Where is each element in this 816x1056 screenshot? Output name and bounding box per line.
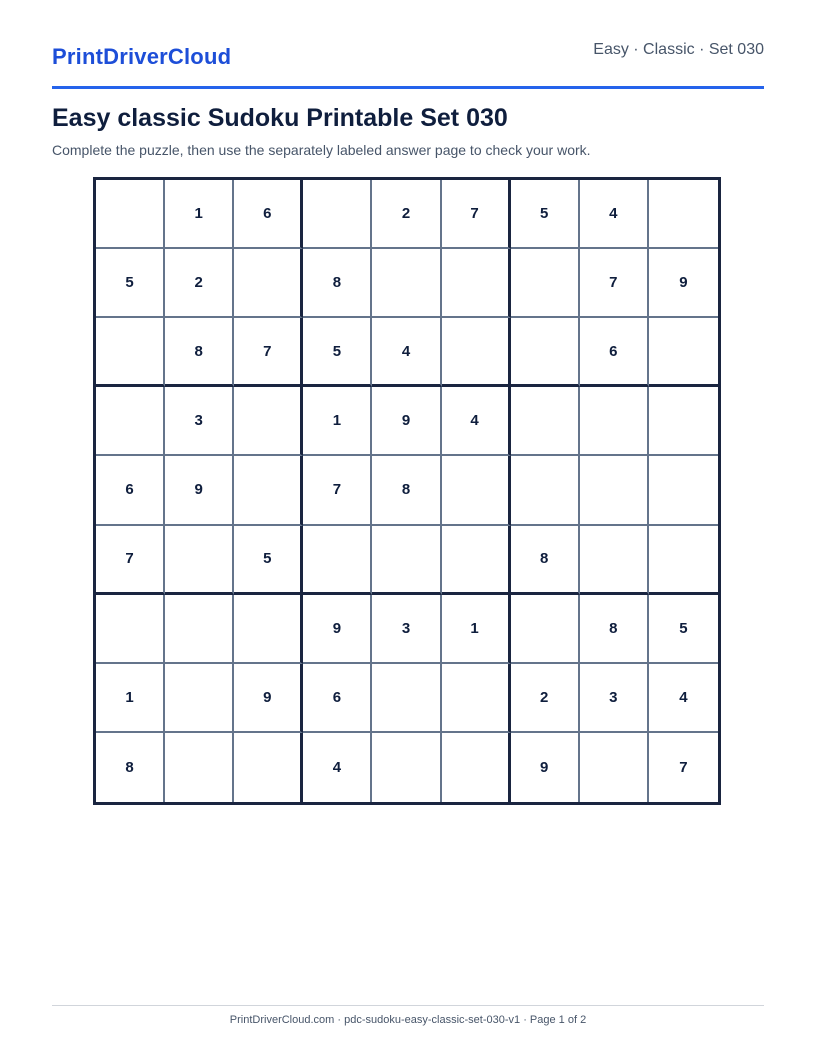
brand-logo: PrintDriverCloud	[52, 44, 232, 69]
sudoku-cell[interactable]	[165, 595, 234, 664]
sudoku-cell[interactable]: 7	[679, 758, 688, 776]
sudoku-cell[interactable]	[372, 526, 441, 595]
sudoku-cell[interactable]	[649, 318, 718, 387]
sudoku-cell[interactable]: 6	[96, 456, 165, 525]
footer-divider	[52, 1005, 764, 1006]
sudoku-cell[interactable]: 9	[649, 249, 718, 318]
sudoku-cell[interactable]: 7	[303, 456, 372, 525]
sudoku-cell[interactable]	[442, 318, 511, 387]
sudoku-grid	[93, 177, 721, 805]
sudoku-cell[interactable]: 3	[165, 387, 234, 456]
sudoku-cell[interactable]: 5	[96, 249, 165, 318]
sudoku-cell[interactable]	[511, 387, 580, 456]
sudoku-cell[interactable]	[649, 526, 718, 595]
sudoku-cell[interactable]: 7	[234, 318, 303, 387]
sudoku-cell[interactable]	[165, 664, 234, 733]
sudoku-cell[interactable]: 6	[580, 318, 649, 387]
sudoku-cell[interactable]	[303, 180, 372, 249]
sudoku-cell[interactable]: 9	[234, 664, 303, 733]
sudoku-cell[interactable]	[511, 249, 580, 318]
sudoku-cell[interactable]: 2	[165, 249, 234, 318]
sudoku-cell[interactable]: 4	[649, 664, 718, 733]
sudoku-cell[interactable]: 6	[303, 664, 372, 733]
sudoku-cell[interactable]: 5	[511, 180, 580, 249]
sudoku-cell[interactable]: 9	[511, 733, 580, 802]
sudoku-cell[interactable]: 7	[442, 180, 511, 249]
sudoku-cell[interactable]: 3	[580, 664, 649, 733]
sudoku-cell[interactable]: 8	[372, 456, 441, 525]
sudoku-cell[interactable]	[303, 526, 372, 595]
sudoku-cell[interactable]: 7	[580, 249, 649, 318]
sudoku-cell[interactable]: 8	[96, 733, 165, 802]
sudoku-cell[interactable]	[234, 387, 303, 456]
sudoku-cell[interactable]: 1	[165, 180, 234, 249]
sudoku-cell[interactable]	[234, 733, 303, 802]
sudoku-cell[interactable]: 1	[442, 595, 511, 664]
sudoku-cell[interactable]: 2	[372, 180, 441, 249]
sudoku-cell[interactable]	[511, 456, 580, 525]
sudoku-cell[interactable]	[165, 526, 234, 595]
sudoku-cell[interactable]	[234, 249, 303, 318]
sudoku-cell[interactable]: 9	[165, 456, 234, 525]
sudoku-cell[interactable]	[442, 526, 511, 595]
sudoku-cell[interactable]	[442, 456, 511, 525]
sudoku-cell[interactable]	[580, 526, 649, 595]
sudoku-cell[interactable]: 4	[303, 733, 372, 802]
sudoku-cell[interactable]	[442, 249, 511, 318]
page-subtitle: Complete the puzzle, then use the separately labeled answer page to check your work.	[52, 142, 591, 158]
sudoku-cell[interactable]	[511, 595, 580, 664]
sudoku-cell[interactable]	[580, 387, 649, 456]
sudoku-cell[interactable]	[442, 733, 511, 802]
sudoku-cell[interactable]: 5	[649, 595, 718, 664]
sudoku-cell[interactable]	[580, 456, 649, 525]
sudoku-cell[interactable]: 9	[372, 387, 441, 456]
sudoku-cell[interactable]: 7	[96, 526, 165, 595]
sudoku-cell[interactable]: 2	[511, 664, 580, 733]
sudoku-cell[interactable]	[96, 318, 165, 387]
sudoku-cell[interactable]: 6	[234, 180, 303, 249]
sudoku-cell[interactable]: 8	[511, 526, 580, 595]
page-footer: PrintDriverCloud.com · pdc-sudoku-easy-classic-set-030-v1 · Page 1 of 2	[229, 1014, 587, 1026]
sudoku-cell[interactable]: 3	[372, 595, 441, 664]
sudoku-cell[interactable]	[649, 456, 718, 525]
sudoku-cell[interactable]	[165, 733, 234, 802]
page-title: Easy classic Sudoku Printable Set 030	[52, 104, 508, 132]
sudoku-cell[interactable]: 8	[303, 249, 372, 318]
sudoku-cell[interactable]	[96, 387, 165, 456]
sudoku-cell[interactable]: 4	[372, 318, 441, 387]
sudoku-cell[interactable]: 1	[303, 387, 372, 456]
sudoku-cell[interactable]: 4	[442, 387, 511, 456]
sudoku-cell[interactable]: 4	[580, 180, 649, 249]
page-header	[52, 38, 764, 89]
sudoku-cell[interactable]	[96, 180, 165, 249]
sudoku-cell[interactable]: 1	[96, 664, 165, 733]
sudoku-cell[interactable]	[580, 733, 649, 802]
sudoku-cell[interactable]	[649, 387, 718, 456]
sudoku-cell[interactable]	[234, 595, 303, 664]
sudoku-cell[interactable]	[372, 664, 441, 733]
puzzle-tagline: Easy · Classic · Set 030	[593, 41, 764, 58]
sudoku-cell[interactable]	[649, 180, 718, 249]
sudoku-cell[interactable]: 9	[303, 595, 372, 664]
sudoku-cell[interactable]: 8	[580, 595, 649, 664]
sudoku-cell[interactable]	[372, 733, 441, 802]
sudoku-cell[interactable]	[234, 456, 303, 525]
sudoku-cell[interactable]	[96, 595, 165, 664]
sudoku-cell[interactable]	[372, 249, 441, 318]
sudoku-cell[interactable]: 5	[234, 526, 303, 595]
sudoku-cell[interactable]: 8	[165, 318, 234, 387]
sudoku-cell[interactable]: 5	[303, 318, 372, 387]
sudoku-cell[interactable]	[442, 664, 511, 733]
sudoku-cell[interactable]	[511, 318, 580, 387]
